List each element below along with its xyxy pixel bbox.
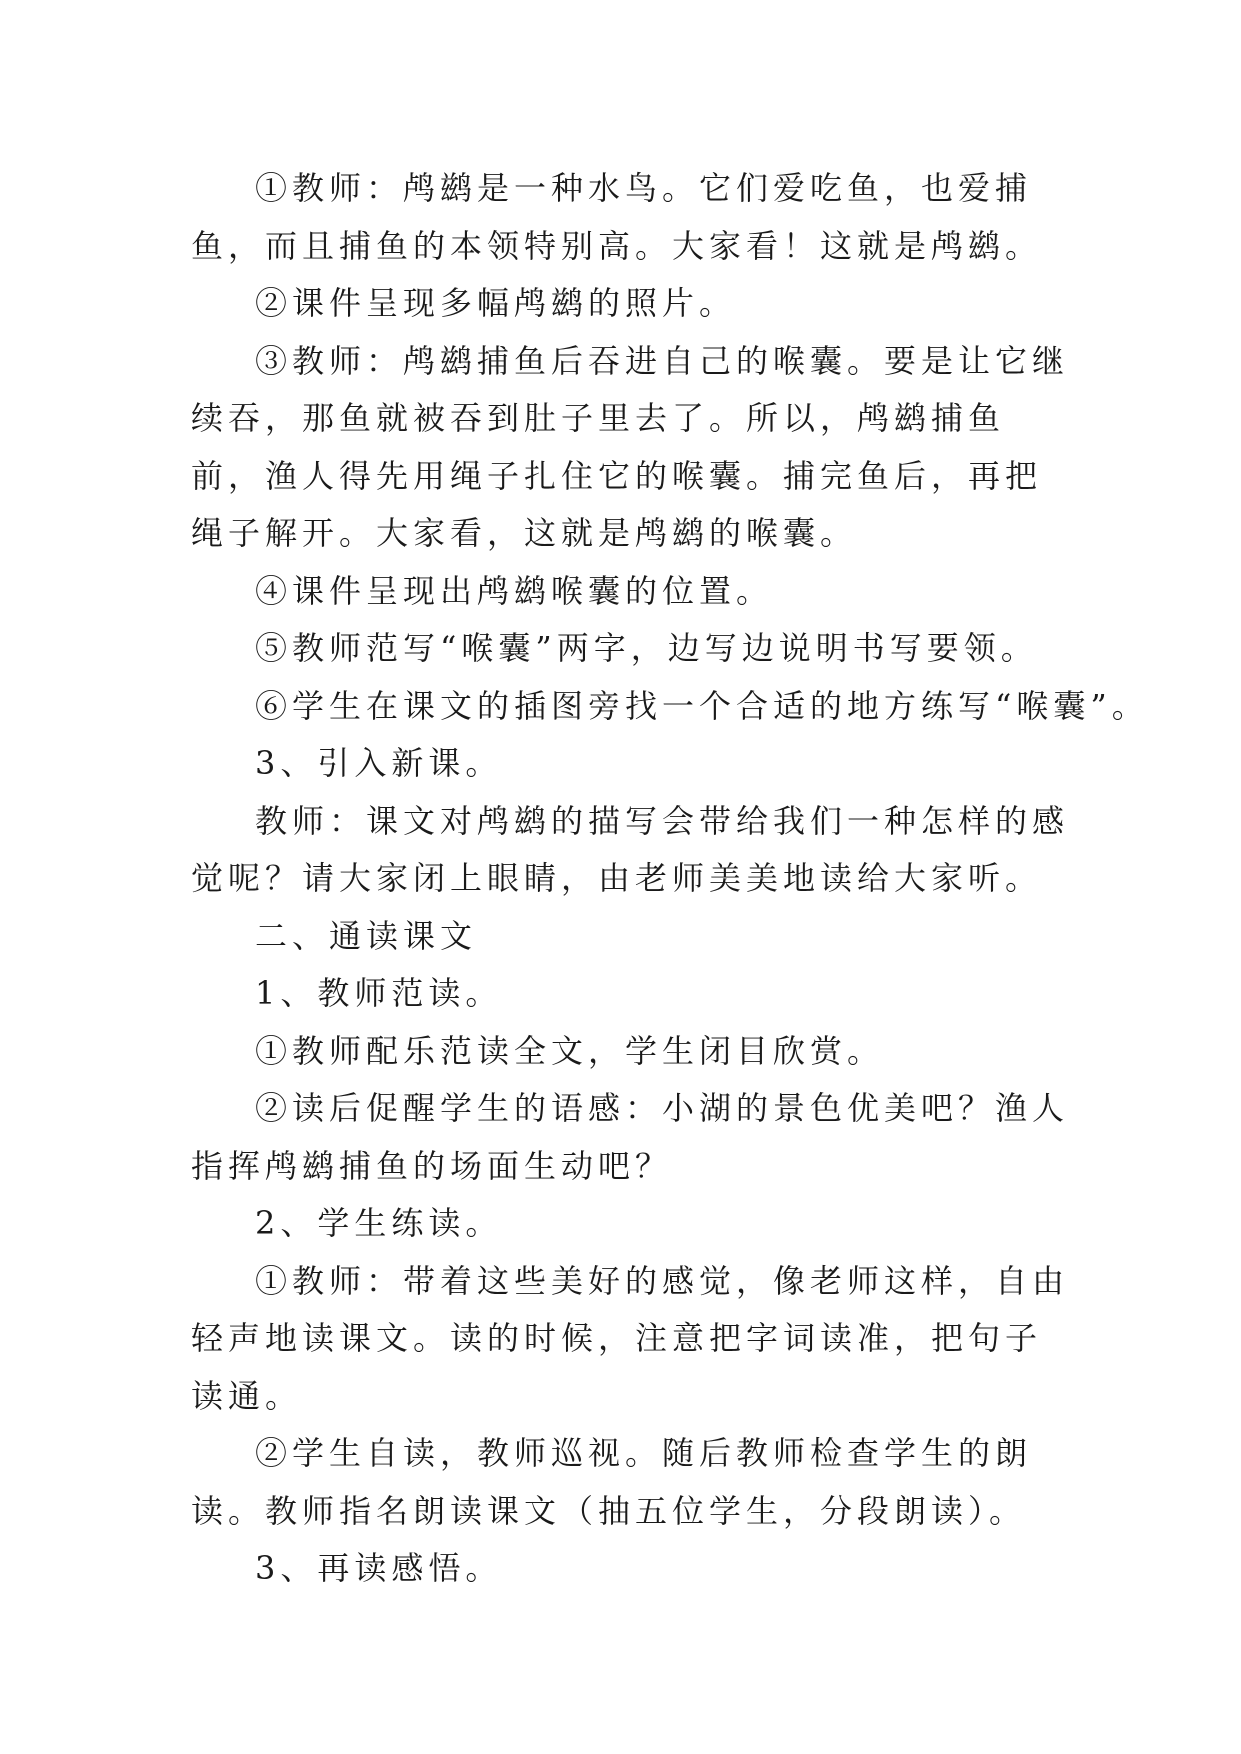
- section-heading: 二、通读课文: [255, 916, 478, 955]
- document-body: [191, 160, 1149, 1598]
- paragraph: 3、引入新课。: [255, 744, 503, 782]
- paragraph: 3、再读感悟。: [255, 1549, 503, 1587]
- paragraph: 2、学生练读。: [255, 1204, 503, 1242]
- paragraph: ①教师：带着这些美好的感觉，像老师这样，自由轻声地读课文。读的时候，注意把字词读准，把句子读通。: [191, 1261, 1070, 1415]
- paragraph: ②课件呈现多幅鸬鹚的照片。: [255, 284, 737, 322]
- paragraph: ⑤教师范写“喉囊”两字，边写边说明书写要领。: [255, 629, 1038, 667]
- paragraph: ④课件呈现出鸬鹚喉囊的位置。: [255, 571, 774, 610]
- paragraph: ②学生自读，教师巡视。随后教师检查学生的朗读。教师指名朗读课文（抽五位学生，分段朗读）。: [191, 1434, 1033, 1530]
- paragraph: 教师：课文对鸬鹚的描写会带给我们一种怎样的感觉呢？请大家闭上眼睛，由老师美美地读给大家听。: [191, 801, 1070, 897]
- paragraph: ②读后促醒学生的语感：小湖的景色优美吧？渔人指挥鸬鹚捕鱼的场面生动吧？: [191, 1089, 1070, 1185]
- paragraph: ①教师配乐范读全文，学生闭目欣赏。: [255, 1031, 885, 1070]
- paragraph: ③教师：鸬鹚捕鱼后吞进自己的喉囊。要是让它继续吞，那鱼就被吞到肚子里去了。所以，鸬鹚捕鱼前，渔人得先用绳子扎住它的喉囊。捕完鱼后，再把绳子解开。大家看，这就是鸬鹚的喉囊。: [191, 341, 1070, 552]
- paragraph: ⑥学生在课文的插图旁找一个合适的地方练写“喉囊”。: [255, 686, 1149, 725]
- paragraph: ①教师：鸬鹚是一种水鸟。它们爱吃鱼，也爱捕鱼，而且捕鱼的本领特别高。大家看！这就是鸬鹚。: [191, 169, 1043, 265]
- paragraph: 1、教师范读。: [255, 974, 503, 1012]
